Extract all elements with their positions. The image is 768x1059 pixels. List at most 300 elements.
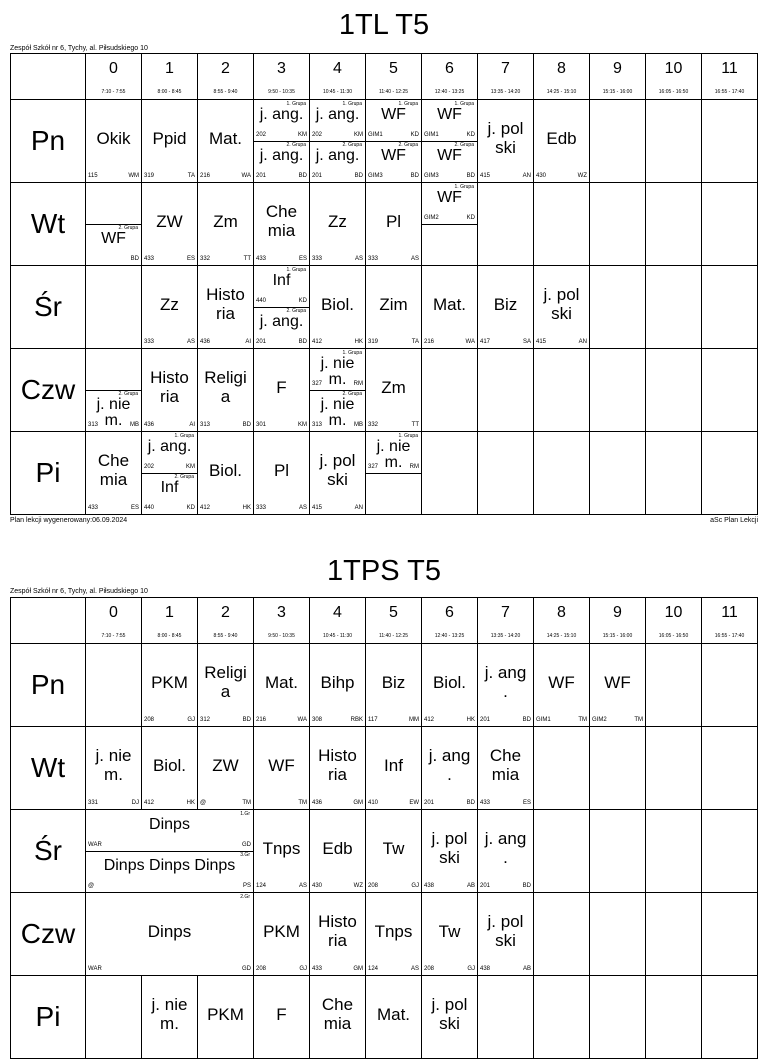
lesson-subject: WF	[101, 230, 126, 247]
room-number: 440	[256, 298, 267, 304]
teacher-code: KM	[354, 132, 363, 138]
period-time: 16:55 - 17:40	[714, 633, 745, 639]
teacher-code: BD	[354, 173, 363, 179]
teacher-code: KD	[186, 505, 195, 511]
lesson-subject: WF	[437, 106, 462, 123]
room-number: 412	[424, 717, 435, 723]
teacher-code: AS	[298, 505, 307, 511]
teacher-code: GD	[242, 966, 251, 972]
period-header	[198, 598, 254, 644]
room-number: 202	[144, 464, 155, 470]
room-number: 433	[88, 505, 99, 511]
lesson-subject: Dinps	[149, 816, 190, 833]
lesson-subject: Zz	[328, 211, 347, 231]
room-number: 433	[144, 256, 155, 262]
lesson-cell	[310, 100, 366, 183]
lesson-subject: j. pol ski	[319, 451, 356, 489]
lesson-group	[422, 224, 477, 265]
day-name: Śr	[34, 291, 62, 322]
lesson-cell	[366, 976, 422, 1059]
lesson-cell	[478, 644, 534, 727]
teacher-code: TA	[187, 173, 195, 179]
lesson-subject: j. ang.	[315, 147, 360, 164]
teacher-code: AN	[354, 505, 363, 511]
group-label: 1. Grupa	[286, 267, 306, 273]
group-label: 1.Gr	[240, 811, 250, 817]
room-number: 331	[88, 800, 99, 806]
room-number: 327	[368, 464, 379, 470]
lesson-subject: Religi a	[204, 368, 247, 406]
day-label	[11, 100, 86, 183]
period-number: 11	[721, 60, 738, 77]
room-number: 438	[424, 883, 435, 889]
lesson-subject: Edb	[546, 128, 577, 148]
teacher-code: AB	[466, 883, 475, 889]
teacher-code: ES	[186, 256, 195, 262]
lesson-cell	[254, 100, 310, 183]
lesson-cell	[310, 893, 366, 976]
lesson-subject: Mat.	[264, 672, 299, 692]
teacher-code: HK	[466, 717, 475, 723]
day-name: Czw	[20, 918, 76, 949]
lesson-cell	[142, 727, 198, 810]
room-number: 433	[480, 800, 491, 806]
lesson-cell	[86, 100, 142, 183]
teacher-code: RBK	[350, 717, 363, 723]
period-number: 7	[501, 60, 510, 77]
empty-cell	[646, 266, 702, 349]
empty-cell	[590, 432, 646, 515]
teacher-code: BD	[466, 800, 475, 806]
lesson-subject: Pl	[273, 460, 290, 480]
period-header	[646, 598, 702, 644]
room-number: 319	[368, 339, 379, 345]
room-number: 333	[312, 256, 323, 262]
period-header	[366, 54, 422, 100]
period-header	[142, 598, 198, 644]
lesson-cell	[142, 349, 198, 432]
teacher-code: AS	[410, 256, 419, 262]
empty-cell	[590, 893, 646, 976]
lesson-subject: j. pol ski	[487, 912, 524, 950]
lesson-cell	[142, 100, 198, 183]
day-label	[11, 349, 86, 432]
lesson-cell	[310, 810, 366, 893]
room-number: 201	[256, 339, 267, 345]
room-number: 201	[480, 883, 491, 889]
teacher-code: WA	[241, 173, 251, 179]
timetable-grid	[10, 597, 758, 1059]
period-header	[254, 54, 310, 100]
header-corner	[11, 598, 86, 644]
teacher-code: TM	[242, 800, 251, 806]
day-name: Pn	[30, 669, 66, 700]
teacher-code: TA	[411, 339, 419, 345]
group-label: 1. Grupa	[286, 101, 306, 107]
day-label	[11, 432, 86, 515]
group-label: 2.Gr	[240, 894, 250, 900]
room-number: 201	[256, 173, 267, 179]
period-number: 3	[277, 60, 286, 77]
period-header	[478, 598, 534, 644]
lesson-subject: j. nie m.	[95, 746, 132, 784]
room-number: 216	[424, 339, 435, 345]
group-label: 2. Grupa	[398, 142, 418, 148]
lesson-subject: Che mia	[489, 746, 522, 784]
lesson-subject: j. ang.	[315, 106, 360, 123]
day-name: Pn	[30, 125, 66, 156]
lesson-subject: j. pol ski	[543, 285, 580, 323]
lesson-subject: j. ang.	[259, 106, 304, 123]
group-label: 1. Grupa	[342, 101, 362, 107]
teacher-code: BD	[466, 173, 475, 179]
lesson-cell	[366, 893, 422, 976]
room-number: 208	[144, 717, 155, 723]
period-time: 14:25 - 15:10	[546, 89, 577, 95]
empty-cell	[646, 349, 702, 432]
empty-cell	[534, 432, 590, 515]
lesson-subject: Mat.	[432, 294, 467, 314]
group-label: 2. Grupa	[286, 142, 306, 148]
teacher-code: GJ	[187, 717, 195, 723]
lesson-cell	[198, 432, 254, 515]
empty-cell	[86, 644, 142, 727]
room-number: 415	[480, 173, 491, 179]
period-header	[702, 598, 758, 644]
teacher-code: AN	[578, 339, 587, 345]
period-time: 13:35 - 14:20	[490, 633, 521, 639]
lesson-cell	[142, 183, 198, 266]
group-label: 2. Grupa	[118, 391, 138, 397]
teacher-code: KD	[466, 215, 475, 221]
lesson-subject: Zim	[379, 294, 408, 314]
period-number: 6	[445, 604, 454, 621]
lesson-cell	[478, 727, 534, 810]
period-number: 9	[613, 60, 622, 77]
lesson-subject: F	[276, 1004, 287, 1024]
empty-cell	[86, 976, 142, 1059]
lesson-subject: ZW	[156, 211, 183, 231]
period-header	[366, 598, 422, 644]
period-number: 5	[389, 604, 398, 621]
period-header	[422, 598, 478, 644]
empty-cell	[534, 810, 590, 893]
teacher-code: PS	[242, 883, 251, 889]
lesson-subject: PKM	[151, 672, 188, 692]
empty-cell	[590, 727, 646, 810]
lesson-cell	[254, 432, 310, 515]
period-header	[590, 54, 646, 100]
lesson-group	[366, 141, 421, 182]
lesson-cell	[478, 100, 534, 183]
room-number: 327	[312, 381, 323, 387]
lesson-cell	[198, 976, 254, 1059]
period-header	[534, 54, 590, 100]
lesson-subject: j. pol ski	[487, 119, 524, 157]
empty-cell	[590, 183, 646, 266]
period-header	[86, 54, 142, 100]
lesson-subject: PKM	[263, 921, 300, 941]
teacher-code: WZ	[353, 883, 363, 889]
lesson-cell	[198, 727, 254, 810]
empty-cell	[702, 349, 758, 432]
lesson-cell	[310, 183, 366, 266]
room-number: 412	[312, 339, 323, 345]
lesson-subject: j. nie m.	[320, 355, 355, 388]
room-number: 412	[200, 505, 211, 511]
period-time: 8:00 - 8:45	[157, 633, 182, 639]
group-label: 1. Grupa	[454, 184, 474, 190]
timetable-1tps	[10, 548, 758, 1033]
room-number: 417	[480, 339, 491, 345]
room-number: 333	[144, 339, 155, 345]
teacher-code: TT	[411, 422, 419, 428]
lesson-subject: WF	[437, 189, 462, 206]
lesson-subject: PKM	[207, 1004, 244, 1024]
lesson-cell	[422, 976, 478, 1059]
lesson-subject: ZW	[212, 755, 239, 775]
lesson-subject: Dinps Dinps Dinps	[103, 857, 236, 874]
lesson-subject: j. ang.	[259, 147, 304, 164]
room-number: GIM2	[424, 215, 439, 221]
lesson-cell	[366, 810, 422, 893]
teacher-code: BD	[130, 256, 139, 262]
empty-cell	[534, 183, 590, 266]
teacher-code: BD	[298, 173, 307, 179]
period-number: 0	[109, 604, 118, 621]
room-number: 433	[256, 256, 267, 262]
empty-cell	[422, 432, 478, 515]
lesson-cell	[590, 644, 646, 727]
lesson-subject: Histo ria	[318, 912, 357, 950]
teacher-code: KM	[298, 422, 307, 428]
teacher-code: ES	[298, 256, 307, 262]
room-number: 313	[88, 422, 99, 428]
room-number: 308	[312, 717, 323, 723]
teacher-code: KM	[298, 132, 307, 138]
teacher-code: ES	[522, 800, 531, 806]
lesson-group	[310, 349, 365, 391]
period-header	[142, 54, 198, 100]
period-time: 15:15 - 16:00	[602, 89, 633, 95]
room-number: 415	[536, 339, 547, 345]
lesson-cell	[86, 893, 254, 976]
lesson-group	[422, 141, 477, 182]
lesson-subject: Histo ria	[206, 285, 245, 323]
group-label: 2. Grupa	[286, 308, 306, 314]
teacher-code: BD	[242, 717, 251, 723]
lesson-cell	[310, 644, 366, 727]
room-number: 202	[312, 132, 323, 138]
lesson-subject: j. nie m.	[376, 438, 411, 471]
room-number: 319	[144, 173, 155, 179]
lesson-cell	[534, 266, 590, 349]
lesson-cell	[86, 432, 142, 515]
timetable-title: 1TL T5	[338, 9, 430, 41]
empty-cell	[702, 893, 758, 976]
teacher-code: SA	[522, 339, 531, 345]
period-time: 11:40 - 12:25	[378, 89, 409, 95]
teacher-code: BD	[522, 883, 531, 889]
lesson-group	[366, 432, 421, 474]
room-number: 436	[144, 422, 155, 428]
day-name: Pi	[35, 457, 61, 488]
teacher-code: TM	[298, 800, 307, 806]
lesson-group	[366, 473, 421, 514]
empty-cell	[534, 727, 590, 810]
room-number: GIM1	[368, 132, 383, 138]
period-time: 13:35 - 14:20	[490, 89, 521, 95]
teacher-code: WM	[128, 173, 139, 179]
teacher-code: TT	[243, 256, 251, 262]
lesson-subject: Tnps	[262, 838, 301, 858]
period-number: 2	[221, 60, 230, 77]
period-time: 9:50 - 10:35	[268, 89, 295, 95]
empty-cell	[590, 100, 646, 183]
day-name: Wt	[30, 208, 66, 239]
group-label: 2. Grupa	[118, 225, 138, 231]
room-number: GIM3	[424, 173, 439, 179]
lesson-subject: Ppid	[152, 128, 187, 148]
lesson-cell	[142, 976, 198, 1059]
lesson-cell	[254, 644, 310, 727]
day-label	[11, 810, 86, 893]
empty-cell	[534, 349, 590, 432]
lesson-group	[422, 100, 477, 142]
teacher-code: GJ	[467, 966, 475, 972]
period-time: 10:45 - 11:30	[322, 89, 353, 95]
period-time: 9:50 - 10:35	[268, 633, 295, 639]
empty-cell	[478, 183, 534, 266]
room-number: 412	[144, 800, 155, 806]
day-label	[11, 266, 86, 349]
period-number: 10	[664, 604, 683, 621]
room-number: 433	[312, 966, 323, 972]
room-number: 124	[368, 966, 379, 972]
room-number: GIM2	[592, 717, 607, 723]
lesson-cell	[478, 266, 534, 349]
teacher-code: GJ	[299, 966, 307, 972]
empty-cell	[646, 183, 702, 266]
lesson-cell	[198, 183, 254, 266]
lesson-subject: Dinps	[147, 921, 192, 941]
day-name: Wt	[30, 752, 66, 783]
room-number: 333	[368, 256, 379, 262]
lesson-subject: Edb	[322, 838, 353, 858]
period-number: 8	[557, 60, 566, 77]
lesson-subject: WF	[548, 672, 575, 692]
teacher-code: RM	[353, 381, 363, 387]
period-number: 4	[333, 604, 342, 621]
empty-cell	[646, 432, 702, 515]
period-header	[310, 598, 366, 644]
period-header	[478, 54, 534, 100]
lesson-subject: j. ang .	[428, 746, 471, 784]
timetable-title: 1TPS T5	[327, 555, 441, 587]
period-number: 0	[109, 60, 118, 77]
empty-cell	[534, 976, 590, 1059]
lesson-subject: j. ang.	[259, 313, 304, 330]
lesson-subject: Histo ria	[318, 746, 357, 784]
lesson-cell	[86, 727, 142, 810]
period-time: 7:10 - 7:55	[101, 633, 126, 639]
empty-cell	[646, 810, 702, 893]
room-number: 438	[480, 966, 491, 972]
room-number: 301	[256, 422, 267, 428]
lesson-cell	[254, 810, 310, 893]
empty-cell	[702, 432, 758, 515]
period-header	[702, 54, 758, 100]
lesson-cell	[198, 266, 254, 349]
lesson-subject: WF	[381, 147, 406, 164]
teacher-code: AS	[410, 966, 419, 972]
period-time: 16:05 - 16:50	[658, 633, 689, 639]
lesson-cell	[310, 727, 366, 810]
lesson-group	[142, 432, 197, 474]
lesson-cell	[422, 100, 478, 183]
room-number: WAR	[88, 842, 102, 848]
teacher-code: AN	[522, 173, 531, 179]
lesson-subject: Religi a	[204, 663, 247, 701]
lesson-cell	[254, 893, 310, 976]
group-label: 2. Grupa	[342, 391, 362, 397]
teacher-code: MM	[409, 717, 419, 723]
room-number: GIM3	[368, 173, 383, 179]
lesson-subject: Okik	[96, 128, 131, 148]
lesson-subject: Inf	[160, 479, 179, 496]
teacher-code: MB	[130, 422, 139, 428]
empty-cell	[702, 183, 758, 266]
period-header	[86, 598, 142, 644]
lesson-cell	[142, 266, 198, 349]
lesson-group	[254, 307, 309, 348]
lesson-cell	[198, 644, 254, 727]
room-number: GIM1	[536, 717, 551, 723]
room-number: 415	[312, 505, 323, 511]
room-number: 201	[480, 717, 491, 723]
teacher-code: GM	[353, 966, 363, 972]
room-number: 436	[200, 339, 211, 345]
group-label: 2. Grupa	[342, 142, 362, 148]
lesson-subject: j. pol ski	[431, 995, 468, 1033]
header-corner	[11, 54, 86, 100]
lesson-subject: WF	[604, 672, 631, 692]
lesson-subject: Tnps	[374, 921, 413, 941]
lesson-subject: j. ang .	[484, 829, 527, 867]
generated-date: Plan lekcji wygenerowany:06.09.2024	[10, 517, 128, 524]
empty-cell	[422, 349, 478, 432]
teacher-code: HK	[186, 800, 195, 806]
period-time: 16:05 - 16:50	[658, 89, 689, 95]
room-number: 312	[200, 717, 211, 723]
lesson-cell	[86, 183, 142, 266]
lesson-subject: Zm	[213, 211, 238, 231]
lesson-subject: Biz	[381, 672, 406, 692]
empty-cell	[702, 644, 758, 727]
teacher-code: HK	[354, 339, 363, 345]
day-name: Śr	[34, 835, 62, 866]
lesson-group	[310, 100, 365, 142]
group-label: 3.Gr	[240, 852, 250, 858]
lesson-subject: Che mia	[265, 202, 298, 240]
software-credit: aSc Plan Lekcji	[710, 517, 758, 524]
lesson-cell	[478, 810, 534, 893]
lesson-subject: Histo ria	[150, 368, 189, 406]
empty-cell	[702, 976, 758, 1059]
period-time: 14:25 - 15:10	[546, 633, 577, 639]
lesson-cell	[198, 349, 254, 432]
period-time: 8:55 - 9:40	[213, 633, 238, 639]
